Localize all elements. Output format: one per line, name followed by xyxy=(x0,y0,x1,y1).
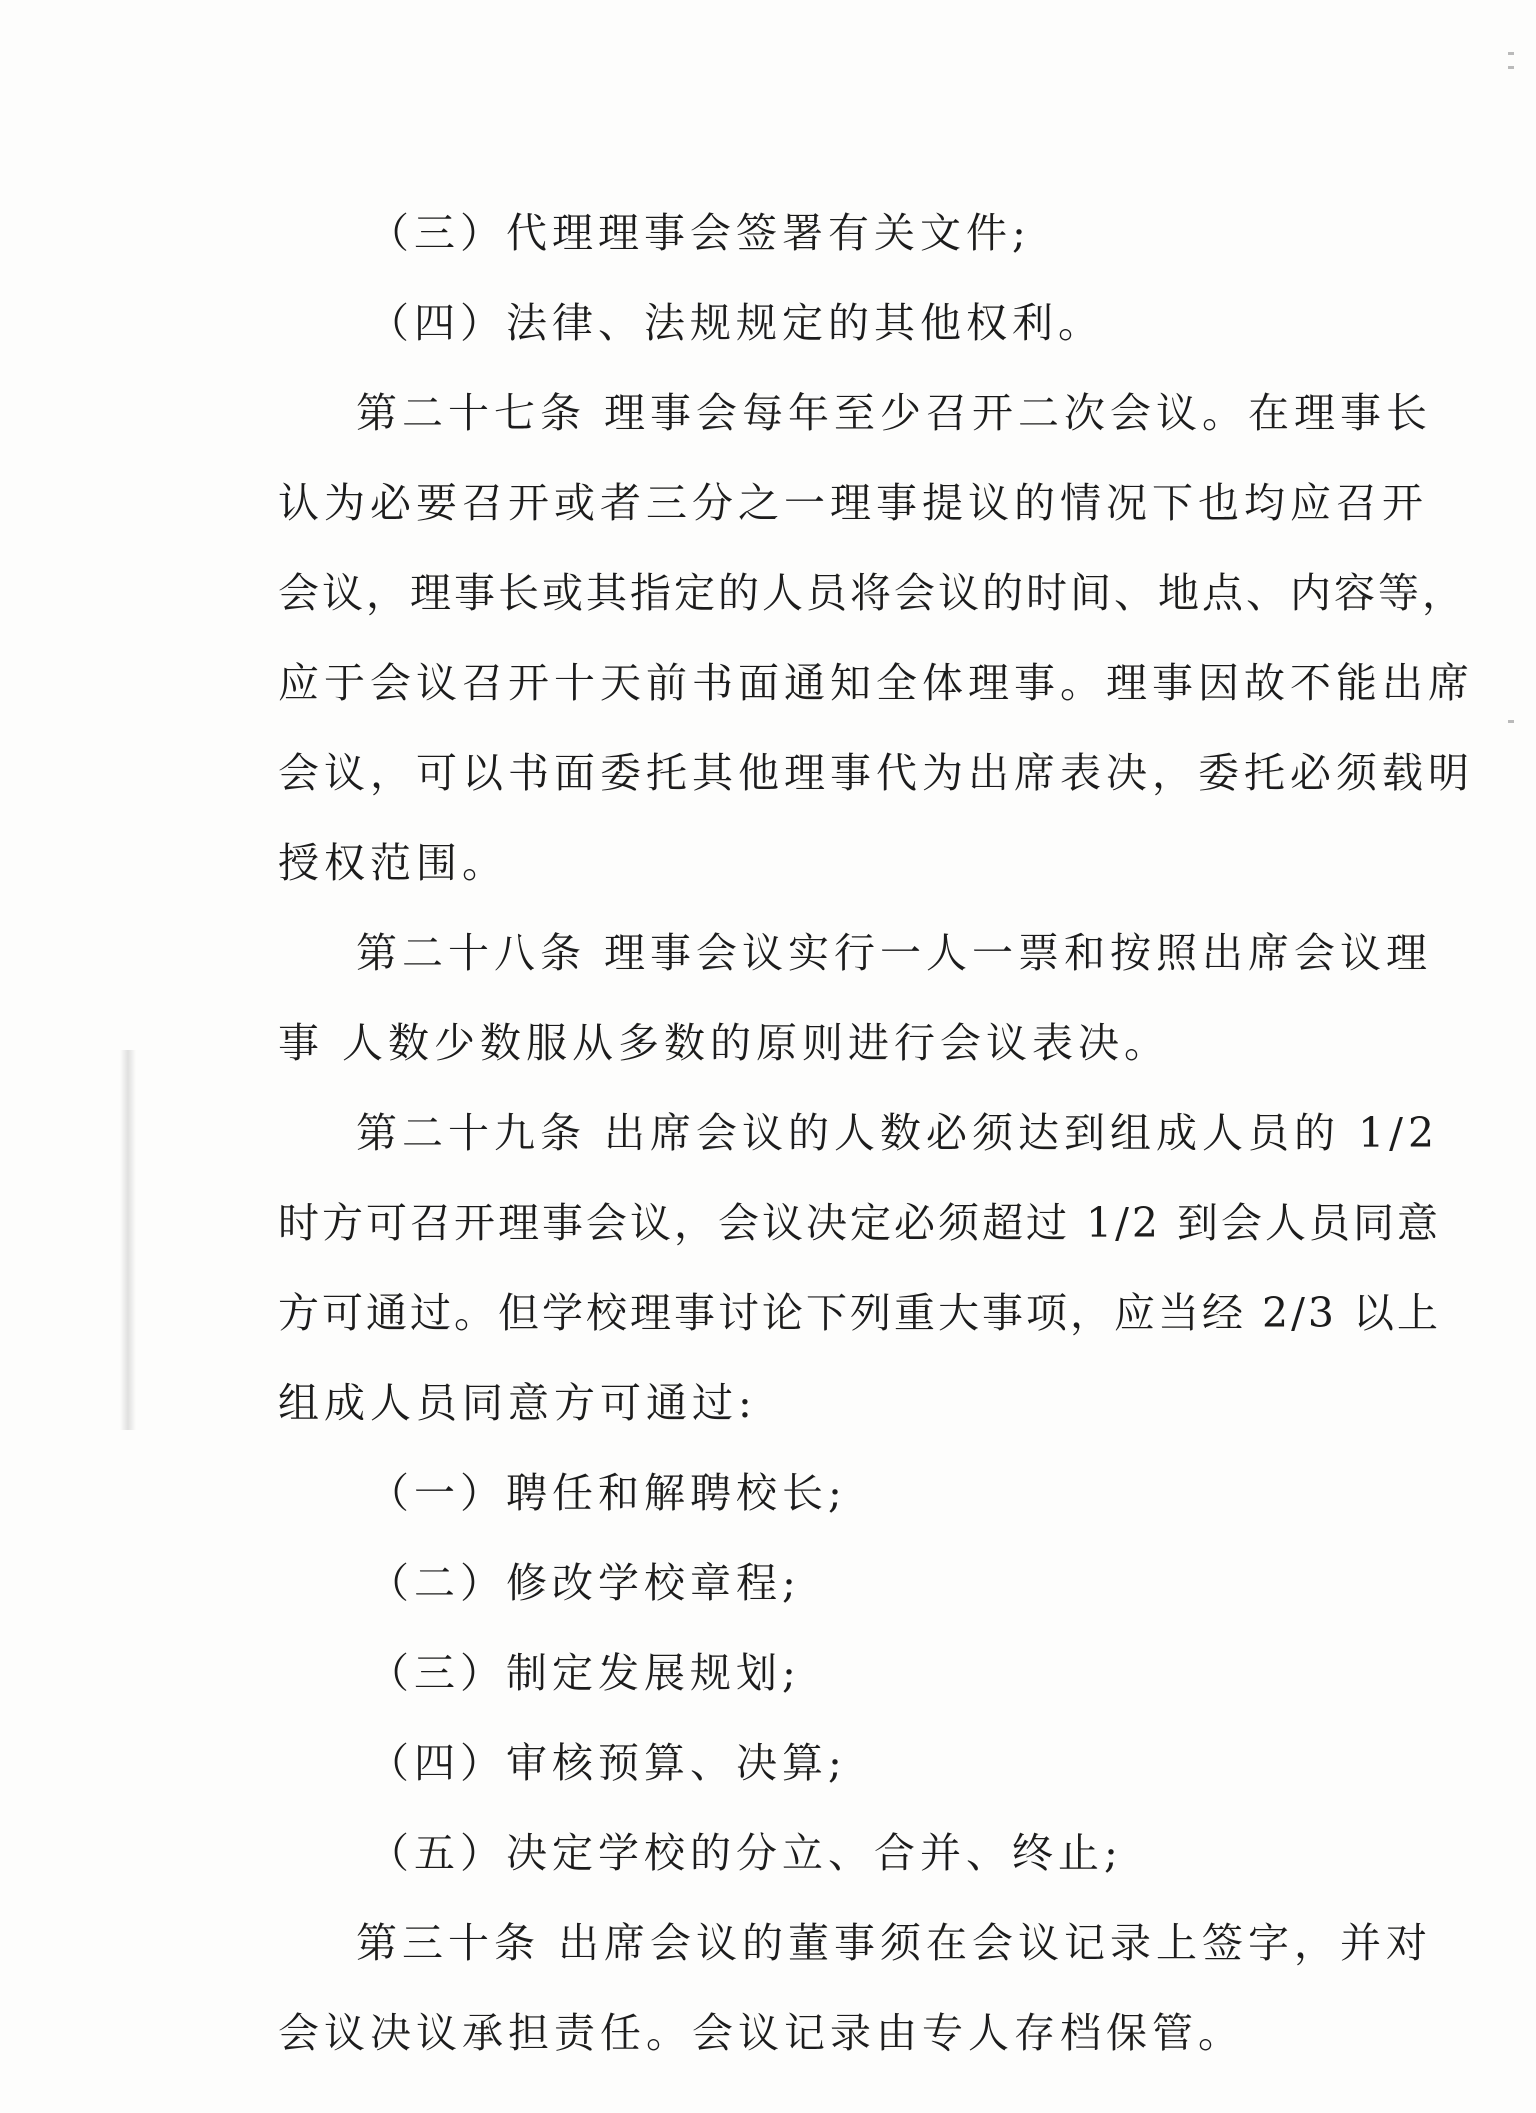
text-line: （五）决定学校的分立、合并、终止; xyxy=(368,1829,1123,1877)
text-line: 会议，可以书面委托其他理事代为出席表决，委托必须载明 xyxy=(278,749,1474,797)
text-line: 方可通过。但学校理事讨论下列重大事项，应当经 2/3 以上 xyxy=(278,1289,1442,1337)
text-line: （四）法律、法规规定的其他权利。 xyxy=(368,299,1104,347)
text-line: 会议决议承担责任。会议记录由专人存档保管。 xyxy=(278,2009,1244,2057)
text-line: 第二十八条 理事会议实行一人一票和按照出席会议理 xyxy=(356,929,1433,977)
scan-edge-mark xyxy=(1508,66,1514,69)
text-line: 授权范围。 xyxy=(278,839,508,887)
text-line: （三）制定发展规划; xyxy=(368,1649,801,1697)
document-body xyxy=(278,188,1474,2078)
text-line: （三）代理理事会签署有关文件; xyxy=(368,209,1031,257)
text-line: 第二十九条 出席会议的人数必须达到组成人员的 1/2 xyxy=(356,1109,1440,1157)
text-line: （四）审核预算、决算; xyxy=(368,1739,847,1787)
text-line: 第二十七条 理事会每年至少召开二次会议。在理事长 xyxy=(356,389,1433,437)
text-line: 会议，理事长或其指定的人员将会议的时间、地点、内容等， xyxy=(278,569,1466,617)
text-line: 时方可召开理事会议，会议决定必须超过 1/2 到会人员同意 xyxy=(278,1199,1442,1247)
scan-edge-mark xyxy=(1508,52,1514,55)
text-line: 认为必要召开或者三分之一理事提议的情况下也均应召开 xyxy=(278,479,1428,527)
text-line: 事 人数少数服从多数的原则进行会议表决。 xyxy=(278,1019,1171,1067)
scan-edge-shadow xyxy=(120,1050,136,1430)
text-line: 应于会议召开十天前书面通知全体理事。理事因故不能出席 xyxy=(278,659,1474,707)
text-line: 组成人员同意方可通过: xyxy=(278,1379,757,1427)
scan-edge-mark xyxy=(1508,720,1514,723)
text-line: （一）聘任和解聘校长; xyxy=(368,1469,847,1517)
text-line: 第三十条 出席会议的董事须在会议记录上签字，并对 xyxy=(356,1919,1433,1967)
text-line: （二）修改学校章程; xyxy=(368,1559,801,1607)
